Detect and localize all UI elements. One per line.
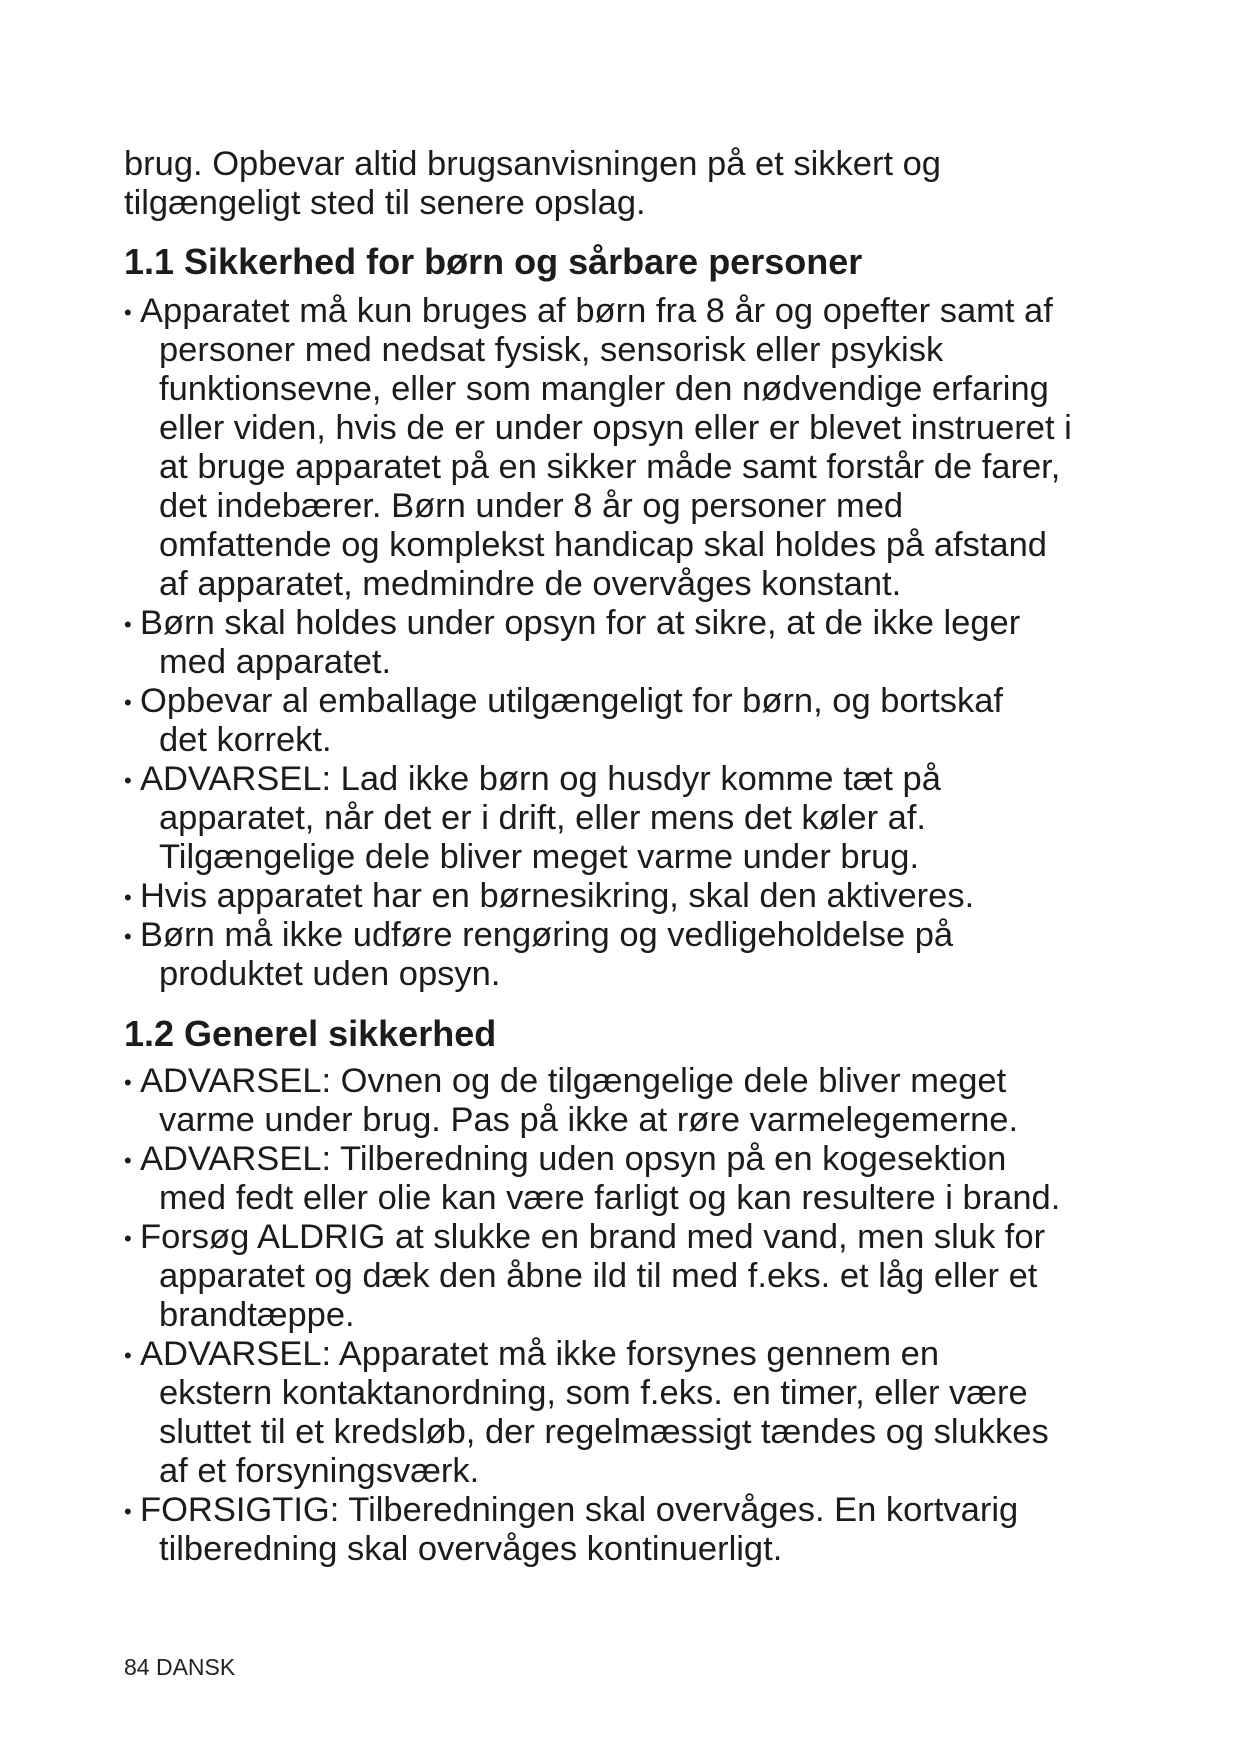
bullet-item <box>124 877 1124 916</box>
bullet-line: sluttet til et kredsløb, der regelmæssigt tændes og slukkes <box>159 1413 1049 1451</box>
bullet-item <box>124 916 1124 994</box>
bullet-line: funktionsevne, eller som mangler den nødvendige erfaring <box>159 370 1049 408</box>
bullet-line: Hvis apparatet har en børnesikring, skal den aktiveres. <box>140 877 975 915</box>
bullet-dot-icon: • <box>124 1343 132 1368</box>
bullet-line: af apparatet, medmindre de overvåges konstant. <box>159 565 902 603</box>
bullet-dot-icon: • <box>124 768 132 793</box>
document-page <box>124 145 1124 1569</box>
bullet-line: apparatet og dæk den åbne ild til med f.eks. et låg eller et <box>159 1257 1038 1295</box>
bullet-line: apparatet, når det er i drift, eller mens det køler af. <box>159 799 927 837</box>
bullet-item <box>124 760 1124 877</box>
bullet-line: med fedt eller olie kan være farligt og kan resultere i brand. <box>159 1179 1061 1217</box>
bullet-item <box>124 604 1124 682</box>
bullet-line: af et forsyningsværk. <box>159 1452 480 1490</box>
bullet-line: det indebærer. Børn under 8 år og personer med <box>159 487 904 525</box>
bullet-line: tilberedning skal overvåges kontinuerligt. <box>159 1530 783 1568</box>
bullet-line: ekstern kontaktanordning, som f.eks. en timer, eller være <box>159 1374 1028 1412</box>
bullet-line: ADVARSEL: Ovnen og de tilgængelige dele bliver meget <box>140 1062 1007 1100</box>
page-footer-label: 84 DANSK <box>124 1654 236 1680</box>
bullet-line: med apparatet. <box>159 643 392 681</box>
bullet-line: ADVARSEL: Lad ikke børn og husdyr komme tæt på <box>140 760 941 798</box>
bullet-dot-icon: • <box>124 690 132 715</box>
bullet-line: ADVARSEL: Tilberedning uden opsyn på en kogesektion <box>140 1140 1007 1178</box>
bullet-line: Tilgængelige dele bliver meget varme under brug. <box>159 838 920 876</box>
bullet-dot-icon: • <box>124 885 132 910</box>
intro-line: tilgængeligt sted til senere opslag. <box>124 184 646 222</box>
intro-line: brug. Opbevar altid brugsanvisningen på et sikkert og <box>124 145 941 183</box>
bullet-dot-icon: • <box>124 1070 132 1095</box>
section-heading-general-safety: 1.2 Generel sikkerhed <box>124 1013 497 1054</box>
bullet-line: Forsøg ALDRIG at slukke en brand med vand, men sluk for <box>140 1218 1046 1256</box>
bullet-item <box>124 292 1124 604</box>
bullet-item <box>124 1491 1124 1569</box>
bullet-dot-icon: • <box>124 612 132 637</box>
bullet-item <box>124 1140 1124 1218</box>
bullet-line: det korrekt. <box>159 721 332 759</box>
bullet-line: Opbevar al emballage utilgængeligt for børn, og bortskaf <box>140 682 1003 720</box>
bullet-line: FORSIGTIG: Tilberedningen skal overvåges. En kortvarig <box>140 1491 1019 1529</box>
bullet-line: varme under brug. Pas på ikke at røre varmelegemerne. <box>159 1101 1019 1139</box>
bullet-line: eller viden, hvis de er under opsyn eller er blevet instrueret i <box>159 409 1072 447</box>
bullet-dot-icon: • <box>124 1148 132 1173</box>
bullet-item <box>124 1062 1124 1140</box>
bullet-dot-icon: • <box>124 1499 132 1524</box>
bullet-item <box>124 682 1124 760</box>
bullet-line: Apparatet må kun bruges af børn fra 8 år og opefter samt af <box>140 292 1053 330</box>
bullet-line: at bruge apparatet på en sikker måde samt forstår de farer, <box>159 448 1061 486</box>
bullet-line: Børn skal holdes under opsyn for at sikre, at de ikke leger <box>140 604 1021 642</box>
section-heading-children-safety: 1.1 Sikkerhed for børn og sårbare personer <box>124 241 863 282</box>
bullet-line: omfattende og komplekst handicap skal holdes på afstand <box>159 526 1047 564</box>
bullet-line: Børn må ikke udføre rengøring og vedligeholdelse på <box>140 916 954 954</box>
bullet-item <box>124 1335 1124 1491</box>
bullet-line: brandtæppe. <box>159 1296 355 1334</box>
bullet-list-general-safety <box>124 1062 1124 1569</box>
bullet-line: personer med nedsat fysisk, sensorisk eller psykisk <box>159 331 944 369</box>
bullet-dot-icon: • <box>124 924 132 949</box>
bullet-dot-icon: • <box>124 1226 132 1251</box>
bullet-list-children-safety <box>124 292 1124 994</box>
bullet-item <box>124 1218 1124 1335</box>
bullet-line: produktet uden opsyn. <box>159 955 501 993</box>
bullet-line: ADVARSEL: Apparatet må ikke forsynes gennem en <box>140 1335 940 1373</box>
intro-paragraph <box>124 145 1124 223</box>
bullet-dot-icon: • <box>124 300 132 325</box>
